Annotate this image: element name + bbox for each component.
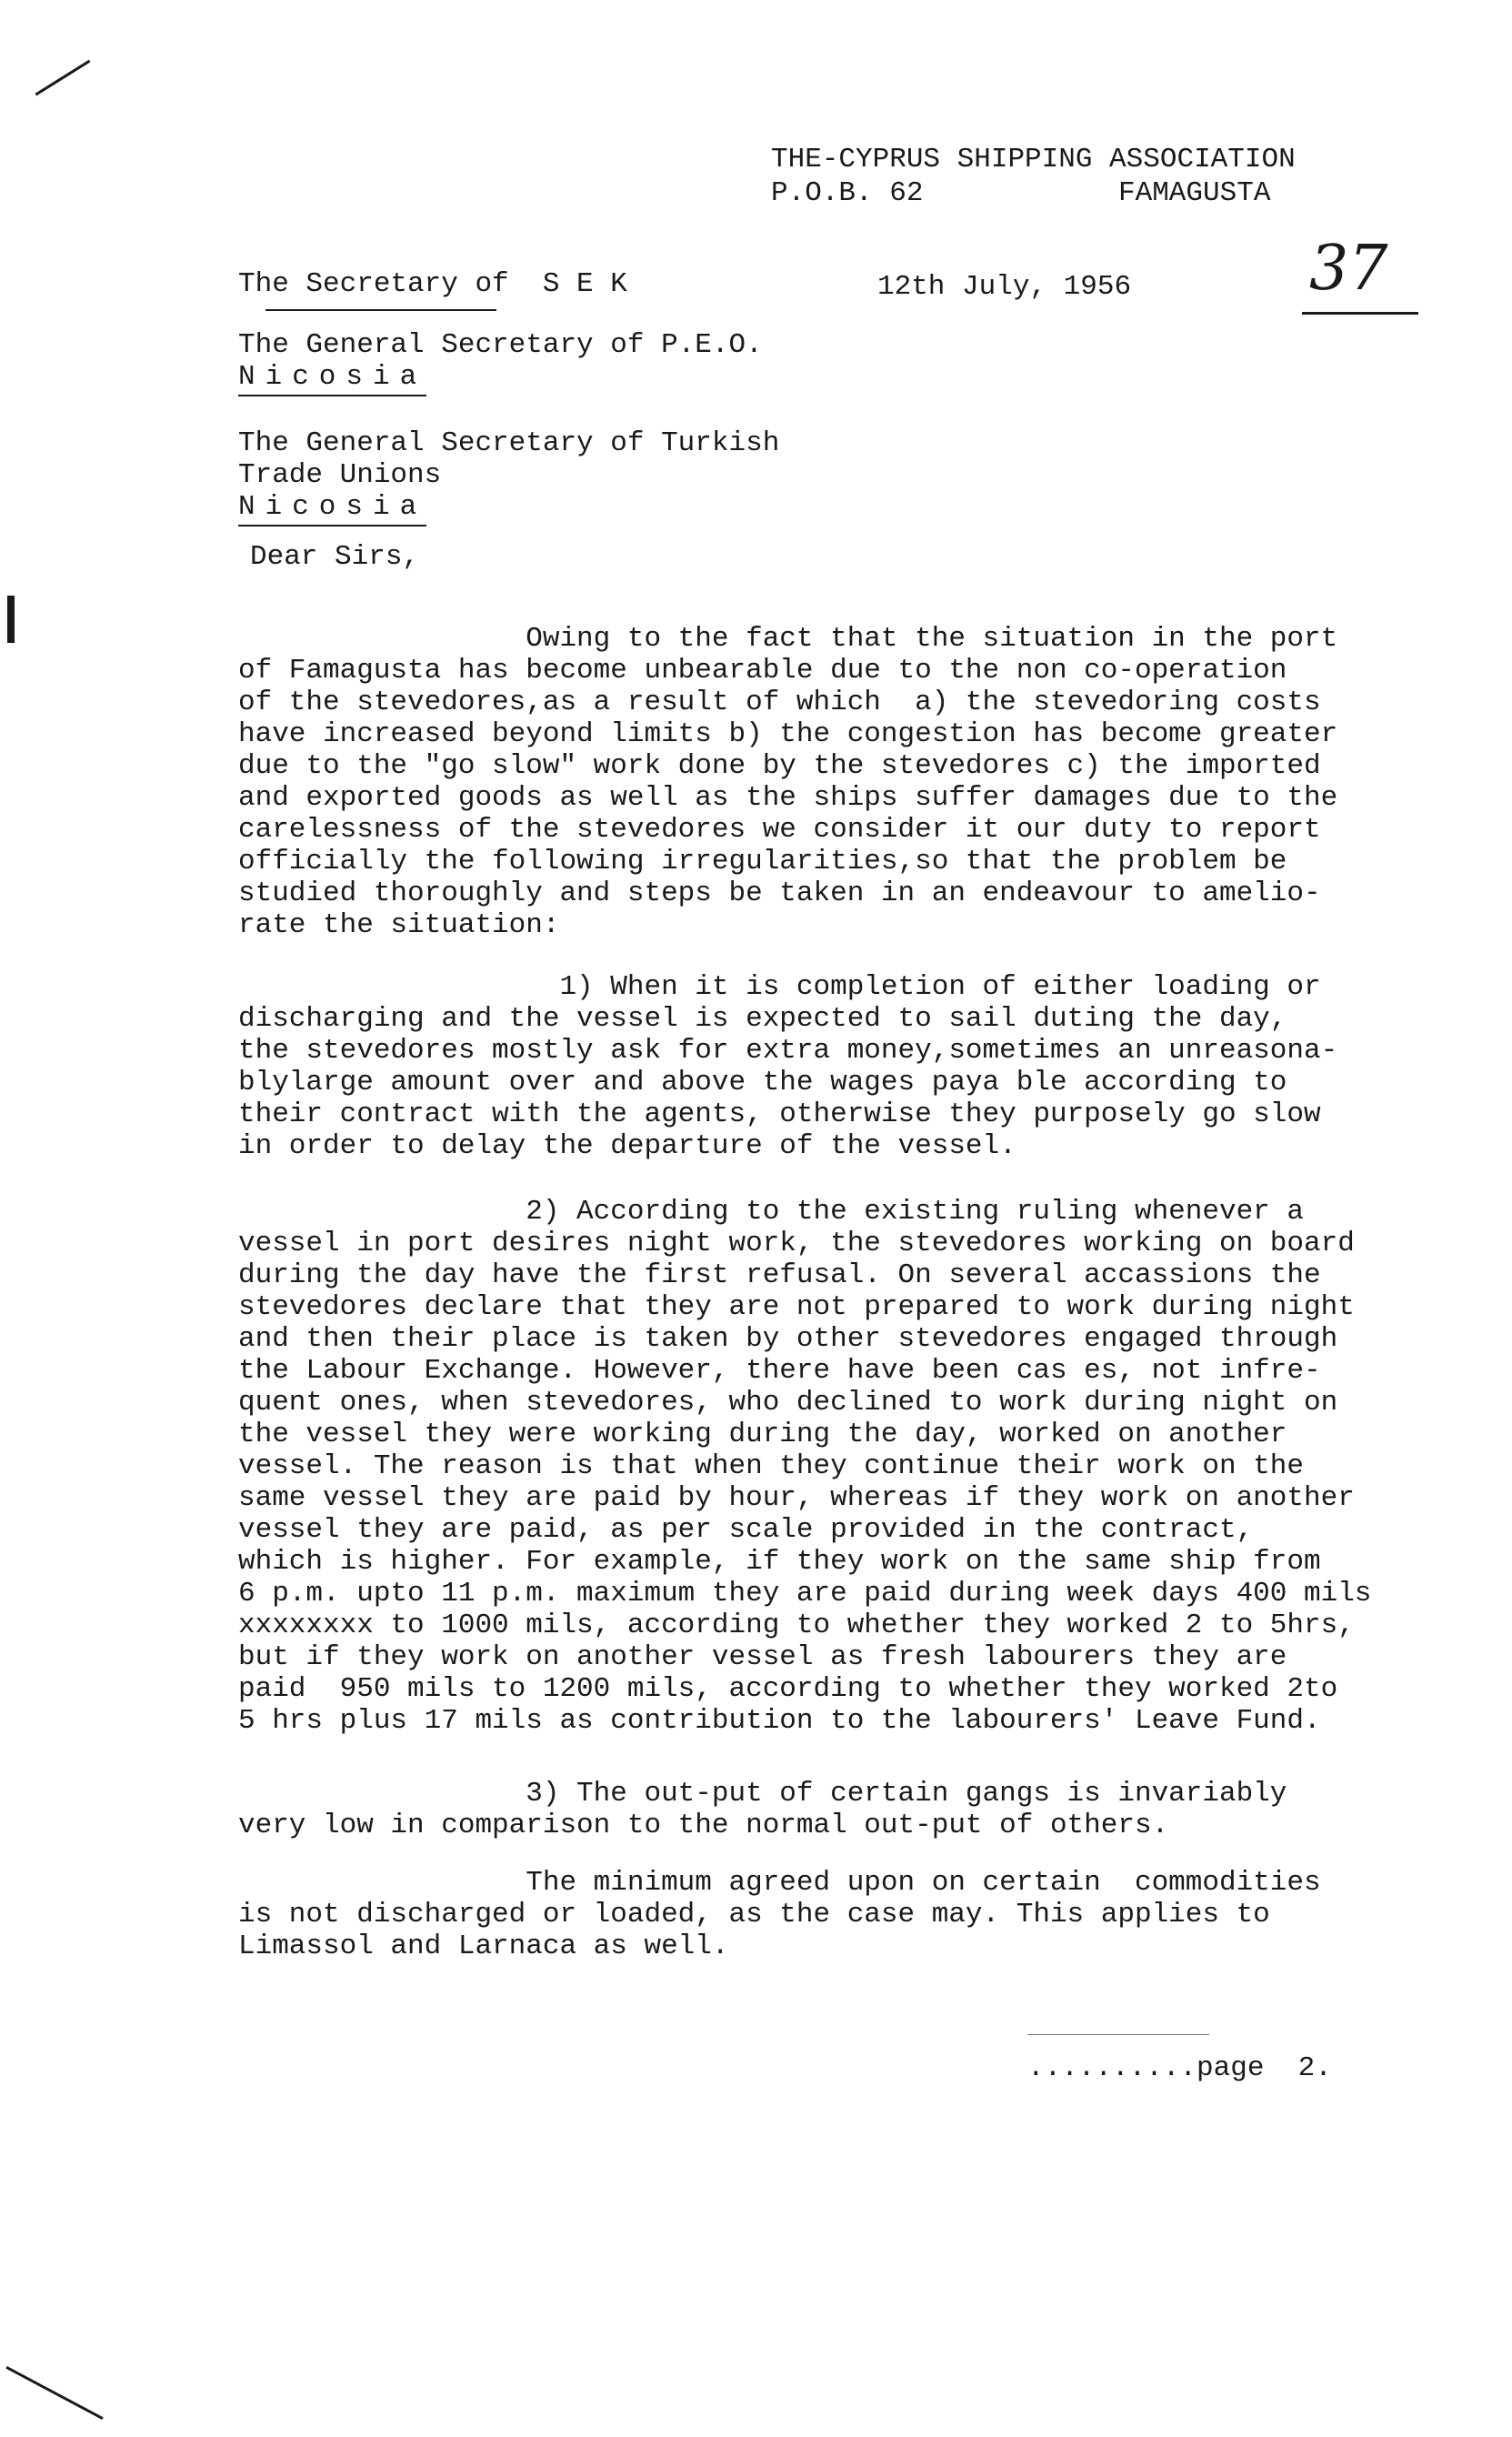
letter-date: 12th July, 1956 xyxy=(877,271,1132,303)
document-number: 37 xyxy=(1309,233,1388,305)
body-point-1: 1) When it is completion of either loading or discharging and the vessel is expected to sail duting the day, the stevedores mostly ask for extra money,sometimes an unreasona- blylarge amount over and above the wages paya ble according to their contract with the agents, otherwise they purposely go slow in order to delay the departure of the vessel. xyxy=(238,971,1338,1162)
body-point-2: 2) According to the existing ruling whenever a vessel in port desires night work, the stevedores working on board during the day have the first refusal. On several accassions the stevedores declare that they are not prepared to work during night and then their place is taken by other stevedores engaged through the Labour Exchange. However, there have been cas es, not infre- quent ones, when stevedores, who declined to work during night on the vessel they were working during the day, worked on another vessel. The reason is that when they continue their work on the same vessel they are paid by hour, whereas if they work on another vessel they are paid, as per scale provided in the contract, which is higher. For example, if they work on the same ship from 6 p.m. upto 11 p.m. maximum they are paid during week days 400 mils xxxxxxxx to 1000 mils, according to whether they worked 2 to 5hrs, but if they work on another vessel as fresh labourers they are paid 950 mils to 1200 mils, according to whether they worked 2to 5 hrs plus 17 mils as contribution to the labourers' Leave Fund. xyxy=(238,1196,1372,1737)
salutation: Dear Sirs, xyxy=(250,541,420,573)
footer-rule xyxy=(1027,2034,1209,2035)
addressee-peo: The General Secretary of P.E.O. xyxy=(238,329,763,361)
addressee-sek: The Secretary of S E K xyxy=(238,268,627,300)
page-continuation: ..........page 2. xyxy=(1027,2052,1332,2084)
addressee-turkish-line2: Trade Unions xyxy=(238,459,442,491)
letterhead-title: THE-CYPRUS SHIPPING ASSOCIATION xyxy=(771,144,1296,176)
letterhead-po-box: P.O.B. 62 xyxy=(771,177,924,209)
scan-mark-left-edge xyxy=(7,596,15,643)
addressee-sek-rule xyxy=(265,309,496,311)
addressee-peo-city: Nicosia xyxy=(238,361,426,396)
body-paragraph-intro: Owing to the fact that the situation in the port of Famagusta has become unbearable due to the non co-operation of the stevedores,as a result of which a) the stevedoring costs have increased beyond limits b) the congestion has become greater due to the "go slow" work done by the stevedores c) the imported and exported goods as well as the ships suffer damages due to the carelessness of the stevedores we consider it our duty to report officially the following irregularities,so that the problem be studied thoroughly and steps be taken in an endeavour to amelio- rate the situation: xyxy=(238,623,1338,941)
scan-mark-top-left xyxy=(35,60,91,96)
letterhead-city: FAMAGUSTA xyxy=(1118,177,1271,209)
body-closing-paragraph: The minimum agreed upon on certain commodities is not discharged or loaded, as the case may. This applies to Limassol and Larnaca as well. xyxy=(238,1867,1321,1962)
addressee-turkish-line1: The General Secretary of Turkish xyxy=(238,427,780,459)
body-point-3: 3) The out-put of certain gangs is invariably very low in comparison to the normal out-put of others. xyxy=(238,1778,1287,1841)
scan-mark-bottom-left xyxy=(5,2366,103,2420)
document-number-underline xyxy=(1302,312,1418,315)
addressee-turkish-city: Nicosia xyxy=(238,491,426,527)
